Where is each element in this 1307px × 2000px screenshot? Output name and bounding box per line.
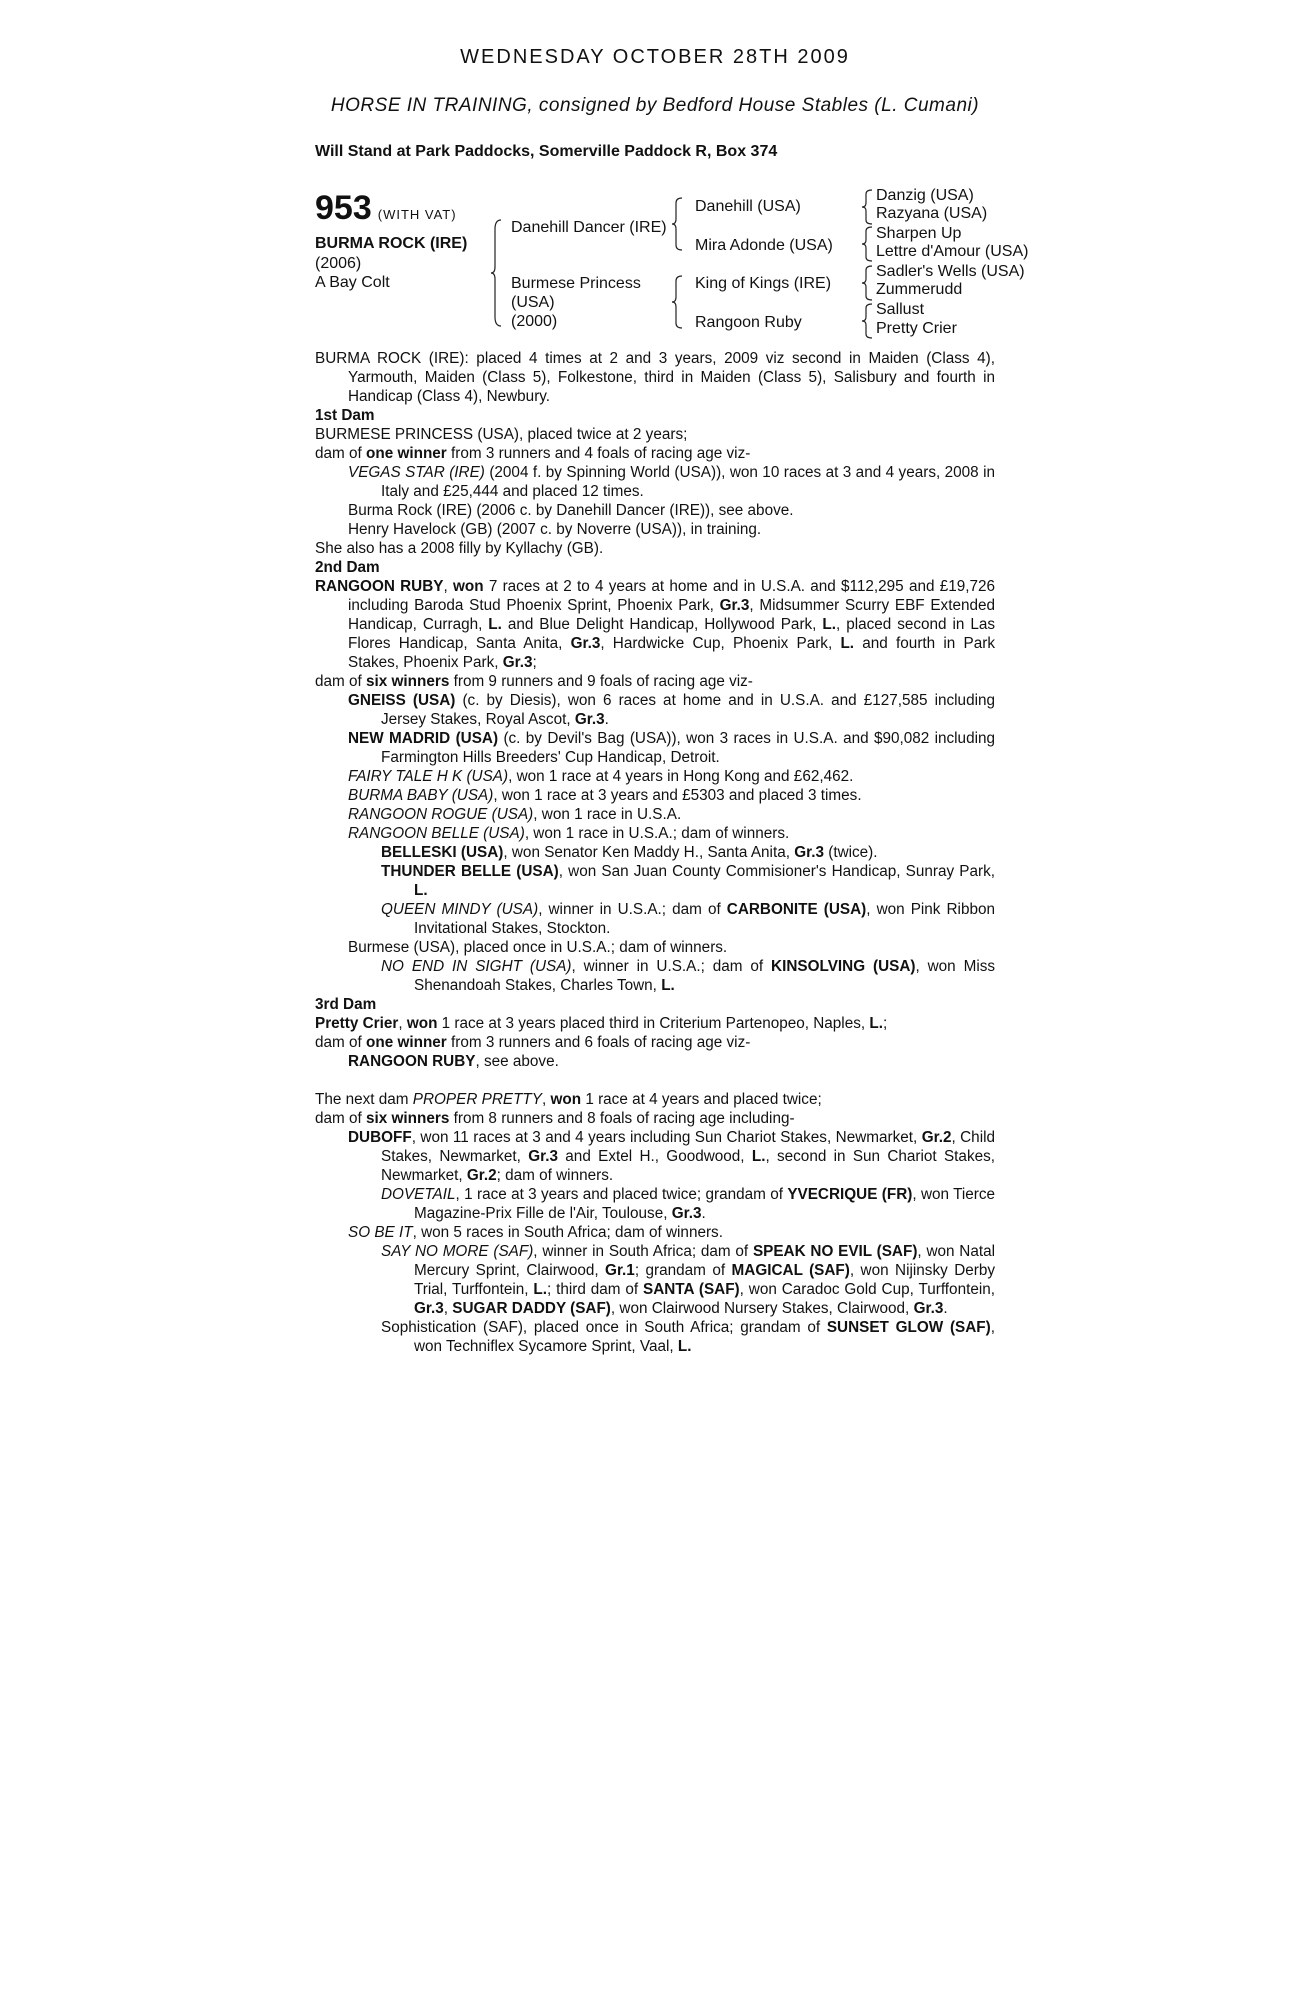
- produce-entry: Henry Havelock (GB) (2007 c. by Noverre (USA)), in training.: [348, 521, 762, 538]
- sire-name: Danehill Dancer (IRE): [511, 219, 667, 236]
- pedigree-brace: [861, 226, 873, 262]
- produce-entry: RANGOON BELLE (USA), won 1 race in U.S.A.; dam of winners.: [348, 825, 790, 842]
- produce-entry: FAIRY TALE H K (USA), won 1 race at 4 years in Hong Kong and £62,462.: [348, 768, 854, 785]
- produce-entry: BURMA BABY (USA), won 1 race at 3 years and £5303 and placed 3 times.: [348, 787, 862, 804]
- pedigree-brace: [490, 219, 502, 327]
- dam-dam-sire: Sallust: [876, 301, 925, 318]
- produce-entry: DUBOFF, won 11 races at 3 and 4 years including Sun Chariot Stakes, Newmarket, Gr.2, Child Stakes, Newmarket, Gr.3 and Extel H., Goodwood, L., second in Sun Chariot Stakes, Newmarket, Gr.2; dam of winners.: [348, 1129, 995, 1184]
- sire-sire-sire: Danzig (USA): [876, 187, 974, 204]
- second-dam-heading: 2nd Dam: [315, 559, 380, 576]
- dam-name-line3: (2000): [511, 313, 558, 330]
- pedigree-brace: [861, 189, 873, 225]
- first-dam-heading: 1st Dam: [315, 407, 375, 424]
- produce-entry: SO BE IT, won 5 races in South Africa; dam of winners.: [348, 1224, 723, 1241]
- sire-sire-dam: Razyana (USA): [876, 205, 988, 222]
- produce-entry: THUNDER BELLE (USA), won San Juan County Commisioner's Handicap, Sunray Park, L.: [381, 863, 995, 899]
- produce-entry: RANGOON RUBY, see above.: [348, 1053, 559, 1070]
- third-dam-heading: 3rd Dam: [315, 996, 377, 1013]
- pedigree-brace: [671, 197, 683, 251]
- produce-entry: DOVETAIL, 1 race at 3 years and placed twice; grandam of YVECRIQUE (FR), won Tierce Magazine-Prix Fille de l'Air, Toulouse, Gr.3.: [381, 1186, 996, 1222]
- racing-summary: BURMA ROCK (IRE): placed 4 times at 2 and 3 years, 2009 viz second in Maiden (Class 4), Yarmouth, Maiden (Class 5), Folkestone, third in Maiden (Class 5), Salisbury and fourth in Handicap (Class 4), Newbury.: [315, 350, 995, 405]
- first-dam-note: She also has a 2008 filly by Kyllachy (GB).: [315, 540, 604, 557]
- produce-entry: BELLESKI (USA), won Senator Ken Maddy H., Santa Anita, Gr.3 (twice).: [381, 844, 878, 861]
- produce-entry: Burmese (USA), placed once in U.S.A.; dam of winners.: [348, 939, 728, 956]
- produce-entry: QUEEN MINDY (USA), winner in U.S.A.; dam of CARBONITE (USA), won Pink Ribbon Invitational Stakes, Stockton.: [381, 901, 995, 937]
- pedigree-brace: [671, 275, 683, 329]
- pedigree-brace: [861, 265, 873, 301]
- dam-sire-dam: Zummerudd: [876, 281, 963, 298]
- produce-entry: Burma Rock (IRE) (2006 c. by Danehill Dancer (IRE)), see above.: [348, 502, 794, 519]
- produce-entry: VEGAS STAR (IRE) (2004 f. by Spinning World (USA)), won 10 races at 3 and 4 years, 2008 in Italy and £25,444 and placed 12 times.: [348, 464, 995, 500]
- stand-location: Will Stand at Park Paddocks, Somerville Paddock R, Box 374: [315, 143, 778, 160]
- dam-dam-dam: Pretty Crier: [876, 320, 957, 337]
- pedigree-block: [315, 187, 1029, 349]
- sire-dam-sire: Sharpen Up: [876, 225, 962, 242]
- first-dam-record: BURMESE PRINCESS (USA), placed twice at 2 years;: [315, 426, 688, 443]
- produce-entry: RANGOON ROGUE (USA), won 1 race in U.S.A.: [348, 806, 682, 823]
- produce-entry: GNEISS (USA) (c. by Diesis), won 6 races at home and in U.S.A. and £127,585 including Jersey Stakes, Royal Ascot, Gr.3.: [348, 692, 995, 728]
- sire-dam: Mira Adonde (USA): [695, 237, 833, 254]
- vat-note: (WITH VAT): [377, 207, 457, 222]
- second-dam-record: RANGOON RUBY, won 7 races at 2 to 4 years at home and in U.S.A. and $112,295 and £19,726 including Baroda Stud Phoenix Sprint, Phoenix Park, Gr.3, Midsummer Scurry EBF Extended Handicap, Curragh, L. and Blue Delight Handicap, Hollywood Park, L., placed second in Las Flores Handicap, Santa Anita, Gr.3, Hardwicke Cup, Phoenix Park, L. and fourth in Park Stakes, Phoenix Park, Gr.3;: [315, 578, 996, 671]
- consignment-line: HORSE IN TRAINING, consigned by Bedford House Stables (L. Cumani): [330, 95, 980, 116]
- dam-sire-sire: Sadler's Wells (USA): [876, 263, 1025, 280]
- sire-sire: Danehill (USA): [695, 198, 801, 215]
- third-dam-produce-line: dam of one winner from 3 runners and 6 foals of racing age viz-: [315, 1034, 751, 1051]
- next-dam-produce-line: dam of six winners from 8 runners and 8 foals of racing age including-: [315, 1110, 795, 1127]
- dam-name-line2: (USA): [511, 294, 555, 311]
- foaling-year: (2006): [315, 255, 362, 272]
- sire-dam-dam: Lettre d'Amour (USA): [876, 243, 1029, 260]
- pedigree-brace: [861, 303, 873, 339]
- dam-sire: King of Kings (IRE): [695, 275, 832, 292]
- next-dam-record: The next dam PROPER PRETTY, won 1 race at 4 years and placed twice;: [315, 1091, 822, 1108]
- produce-entry: NEW MADRID (USA) (c. by Devil's Bag (USA)), won 3 races in U.S.A. and $90,082 including Farmington Hills Breeders' Cup Handicap, Detroit.: [348, 730, 995, 766]
- horse-description: A Bay Colt: [315, 274, 390, 291]
- sale-date: WEDNESDAY OCTOBER 28TH 2009: [460, 46, 850, 68]
- third-dam-record: Pretty Crier, won 1 race at 3 years placed third in Criterium Partenopeo, Naples, L.;: [315, 1015, 888, 1032]
- second-dam-produce-line: dam of six winners from 9 runners and 9 foals of racing age viz-: [315, 673, 753, 690]
- horse-name: BURMA ROCK (IRE): [315, 235, 468, 252]
- produce-entry: NO END IN SIGHT (USA), winner in U.S.A.; dam of KINSOLVING (USA), won Miss Shenandoah Stakes, Charles Town, L.: [381, 958, 996, 994]
- produce-entry: Sophistication (SAF), placed once in South Africa; grandam of SUNSET GLOW (SAF), won Techniflex Sycamore Sprint, Vaal, L.: [381, 1319, 995, 1355]
- catalogue-page: [315, 40, 1029, 1356]
- produce-entry: SAY NO MORE (SAF), winner in South Africa; dam of SPEAK NO EVIL (SAF), won Natal Mercury Sprint, Clairwood, Gr.1; grandam of MAGICAL (SAF), won Nijinsky Derby Trial, Turffontein, L.; third dam of SANTA (SAF), won Caradoc Gold Cup, Turffontein, Gr.3, SUGAR DADDY (SAF), won Clairwood Nursery Stakes, Clairwood, Gr.3.: [381, 1243, 995, 1317]
- dam-name-line1: Burmese Princess: [511, 275, 641, 292]
- first-dam-produce-line: dam of one winner from 3 runners and 4 foals of racing age viz-: [315, 445, 751, 462]
- lot-number: 953 (WITH VAT): [315, 189, 457, 227]
- dam-dam: Rangoon Ruby: [695, 314, 802, 331]
- catalogue-body: [315, 349, 995, 1356]
